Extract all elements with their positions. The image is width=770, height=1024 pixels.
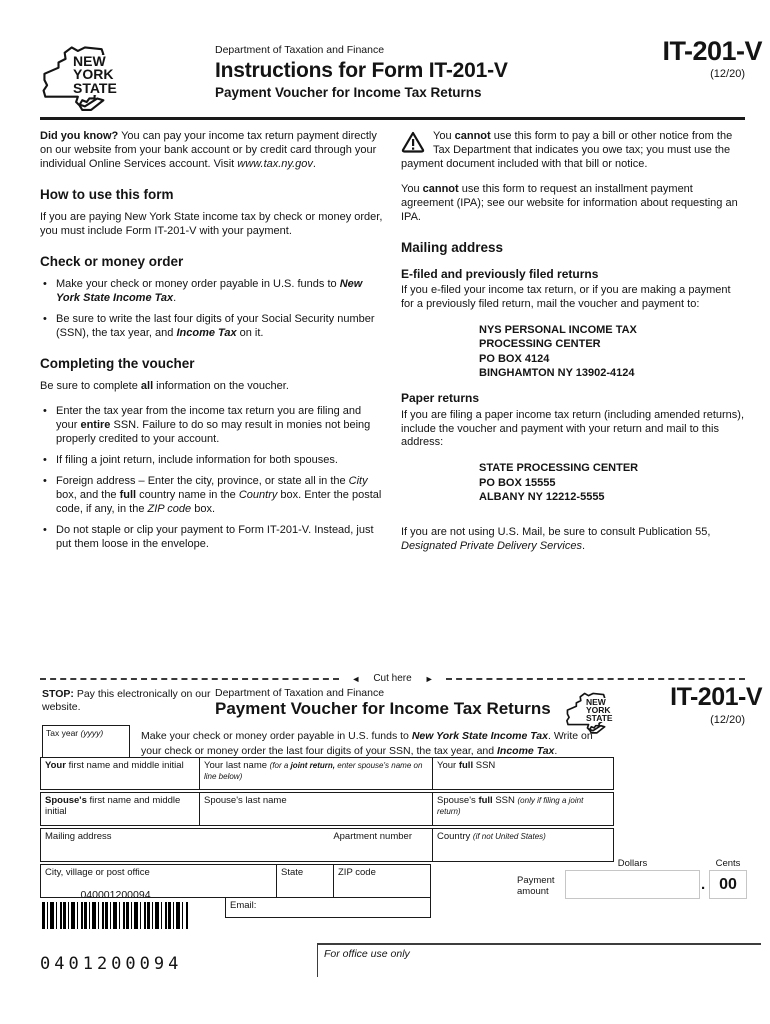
bullet-no-staple: • Do not staple or clip your payment to Form IT-201-V. Instead, just put them loose in the envelope.: [40, 524, 385, 552]
bullet-foreign-address: • Foreign address – Enter the city, province, or state all in the City box, and the full country name in the Country box. Enter the postal code, if any, in the ZIP code box.: [40, 475, 385, 517]
department-line: Department of Taxation and Finance: [215, 44, 385, 56]
voucher-revision-label: (12/20): [710, 714, 745, 726]
did-you-know-lead: Did you know?: [40, 130, 119, 142]
first-name-field[interactable]: Your first name and middle initial: [45, 760, 184, 771]
form-code: IT-201-V: [662, 36, 762, 66]
address-line: BINGHAMTON NY 13902-4124: [479, 367, 635, 380]
decimal-point: .: [701, 876, 706, 893]
name-row: [40, 757, 614, 790]
city-field[interactable]: City, village or post office: [45, 867, 150, 878]
stop-note: STOP: Pay this electronically on our website.: [42, 688, 211, 714]
footer-document-number: 0401200094: [40, 954, 183, 974]
cut-dash-right: [446, 678, 745, 680]
address-line: ALBANY NY 12212-5555: [479, 491, 605, 504]
logo-line-state: STATE: [73, 79, 117, 96]
payment-dollars-field[interactable]: [565, 870, 700, 899]
cut-dash-left: [40, 678, 339, 680]
heading-efiled-returns: E-filed and previously filed returns: [401, 266, 599, 281]
nys-logo-text: [73, 55, 117, 95]
country-field[interactable]: Country (if not United States): [432, 829, 613, 861]
cut-here-label: Cut here: [373, 673, 412, 684]
office-use-box: For office use only: [317, 943, 761, 977]
bullet-write-ssn: • Be sure to write the last four digits of your Social Security number (SSN), the tax year, and Income Tax on it.: [40, 313, 385, 341]
tax-year-hint: (yyyy): [80, 728, 104, 738]
payment-amount-label: Payment amount: [517, 875, 555, 898]
warning-note: You cannot use this form to pay a bill or other notice from the Tax Department that indicates you owe tax; you must use the payment document included with that bill or notice.: [401, 130, 733, 170]
address-line: STATE PROCESSING CENTER: [479, 462, 639, 475]
tax-website-link: www.tax.ny.gov: [237, 157, 313, 170]
barcode-number: 040001200094: [80, 889, 151, 901]
last-name-field[interactable]: Your last name (for a joint return, enter spouse's name on line below): [199, 758, 432, 789]
heading-how-to-use: How to use this form: [40, 186, 174, 202]
state-field[interactable]: State: [276, 865, 333, 897]
address-line: NYS PERSONAL INCOME TAX: [479, 324, 637, 337]
spouse-first-name-field[interactable]: Spouse's first name and middle initial: [45, 795, 181, 818]
cut-here-line: [40, 673, 745, 684]
cents-label: Cents: [715, 858, 741, 869]
paper-mailing-address: [479, 461, 746, 504]
mailing-address-field[interactable]: Mailing address Apartment number: [41, 829, 432, 861]
cut-left-arrow-icon: ◄: [351, 673, 361, 684]
heading-completing-voucher: Completing the voucher: [40, 356, 195, 371]
spouse-row: [40, 792, 614, 826]
apartment-number-field[interactable]: Apartment number: [333, 831, 412, 842]
address-line: PROCESSING CENTER: [479, 338, 601, 351]
bullet-tax-year: • Enter the tax year from the income tax return you are filing and your entire SSN. Failure to do so may result in monies not being properly credited to your account.: [40, 405, 385, 447]
efiled-body: If you e-filed your income tax return, or if you are making a payment for a previously filed return, mail the voucher and payment to:: [401, 284, 731, 311]
how-to-use-body: If you are paying New York State income tax by check or money order, you must include Form IT-201-V with your payment.: [40, 211, 383, 238]
warning-triangle-icon: [401, 131, 425, 153]
page-title: Instructions for Form IT-201-V: [215, 59, 508, 82]
right-column: [401, 130, 746, 565]
heading-check-or-money-order: Check or money order: [40, 253, 184, 269]
address-row: [40, 828, 614, 862]
paper-body: If you are filing a paper income tax return (including amended returns), include the voucher and payment with your return and mail to this address:: [401, 408, 745, 449]
voucher-form-code: IT-201-V: [670, 683, 762, 711]
dollars-label: Dollars: [617, 858, 648, 869]
voucher-nys-logo: NEW YORK STATE: [560, 689, 616, 739]
heading-paper-returns: Paper returns: [401, 391, 480, 406]
ipa-note: You cannot use this form to request an installment payment agreement (IPA); see our website for information about requesting an IPA.: [401, 182, 738, 223]
spouse-ssn-field[interactable]: Spouse's full SSN (only if filing a joint return): [432, 793, 613, 825]
bullet-joint-return: • If filing a joint return, include information for both spouses.: [40, 454, 385, 468]
page-subtitle: Payment Voucher for Income Tax Returns: [215, 85, 482, 100]
left-column: [40, 130, 385, 565]
payment-cents-value: 00: [709, 870, 747, 899]
did-you-know-note: Did you know? You can pay your income tax return payment directly on our website from your bank account or by credit card through your individual Online Services account. Visit www.tax.ny.gov.: [40, 130, 377, 170]
nys-logo: [33, 40, 121, 120]
zip-code-field[interactable]: ZIP code: [333, 865, 430, 897]
email-field[interactable]: Email:: [225, 897, 431, 918]
heading-mailing-address: Mailing address: [401, 239, 504, 255]
payable-instructions: Make your check or money order payable in U.S. funds to New York State Income Tax. Write on your check or money order the last four digits of your SSN, the tax year, and Income Tax.: [141, 730, 593, 757]
logo-line-york: YORK: [73, 66, 114, 83]
voucher-form-code-block: [670, 683, 762, 726]
voucher-department-line: Department of Taxation and Finance: [215, 687, 385, 699]
logo-line-new: NEW: [73, 53, 106, 69]
tax-year-field[interactable]: [42, 725, 130, 758]
bullet-payable: • Make your check or money order payable in U.S. funds to New York State Income Tax.: [40, 278, 385, 306]
header-rule: [40, 117, 745, 120]
form-code-block: [662, 36, 762, 80]
cut-right-arrow-icon: ►: [424, 673, 434, 684]
voucher-title: Payment Voucher for Income Tax Returns: [215, 699, 551, 718]
address-line: PO BOX 4124: [479, 352, 550, 365]
revision-label: (12/20): [710, 68, 745, 80]
efiled-mailing-address: [479, 323, 746, 380]
address-line: PO BOX 15555: [479, 476, 556, 489]
ssn-field[interactable]: Your full SSN: [432, 758, 613, 789]
instructions-section: [40, 130, 746, 565]
completing-intro: Be sure to complete all information on the voucher.: [40, 380, 289, 393]
private-delivery-note: If you are not using U.S. Mail, be sure to consult Publication 55, Designated Private Delivery Services.: [401, 526, 711, 553]
header-title-block: [215, 44, 508, 100]
barcode: [42, 902, 189, 929]
did-you-know-body: You can pay your income tax return payment directly on our website from your bank account or by credit card through your individual Online Services account. Visit: [40, 130, 377, 170]
tax-year-label: Tax year: [46, 728, 81, 738]
spouse-last-name-field[interactable]: Spouse's last name: [199, 793, 432, 825]
